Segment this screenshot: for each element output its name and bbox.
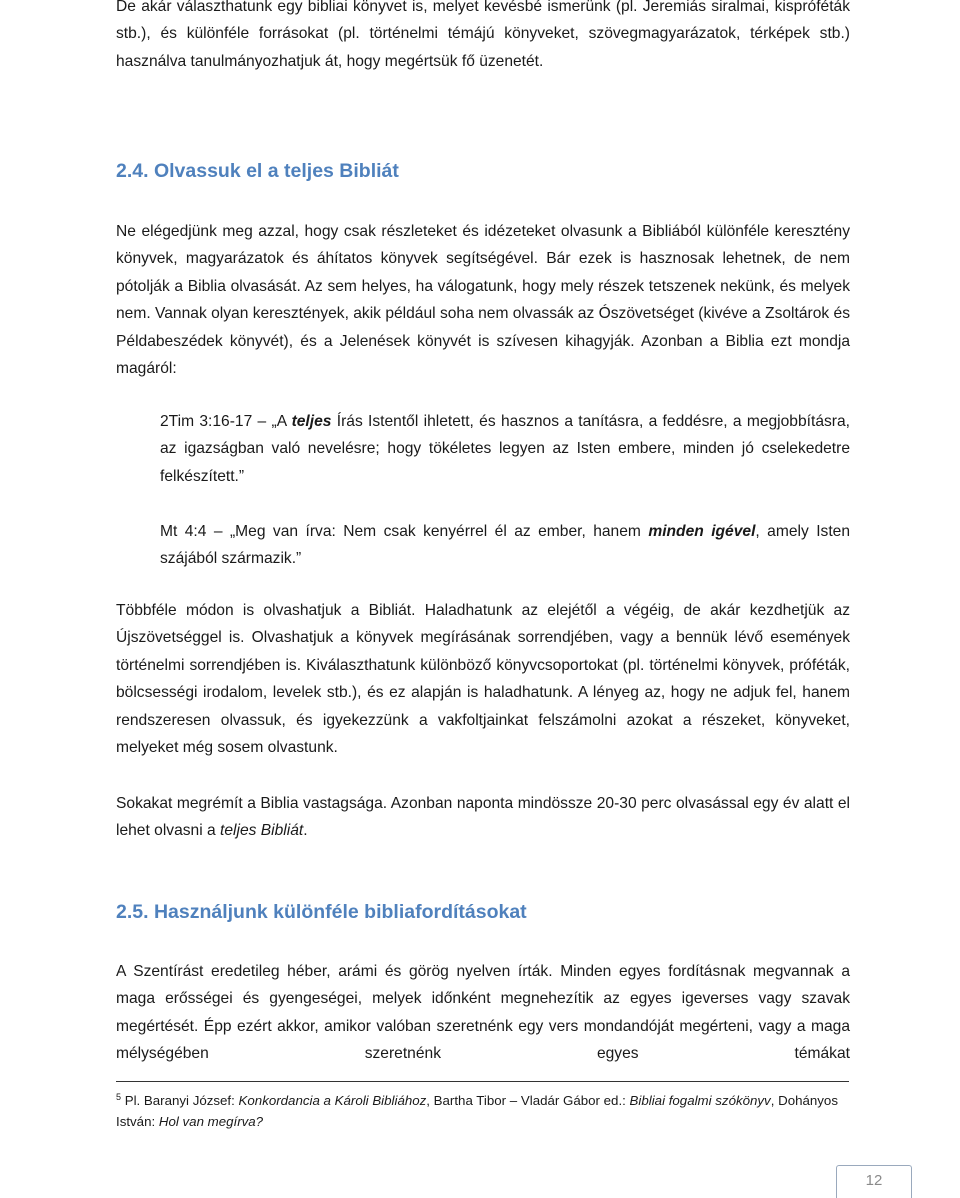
intro-paragraph bbox=[116, 0, 850, 75]
quote-text: „Meg van írva: Nem csak kenyérrel él az ember, hanem bbox=[229, 523, 649, 540]
quote-reference: 2Tim 3:16-17 – bbox=[160, 413, 272, 430]
quote-emphasis: teljes bbox=[291, 413, 332, 430]
page-number-box bbox=[836, 1165, 912, 1198]
footnote-text: , Dohányos István: bbox=[116, 1093, 838, 1129]
footnote-text: , Bartha Tibor – Vladár Gábor ed.: bbox=[426, 1093, 630, 1108]
section-2-5-heading: 2.5. Használjunk különféle bibliafordításokat bbox=[116, 901, 527, 923]
quote-reference: Mt 4:4 – bbox=[160, 523, 230, 540]
section-2-4-paragraph-3 bbox=[116, 790, 850, 845]
quote-emphasis: minden igével bbox=[648, 523, 756, 540]
quote-2tim bbox=[160, 408, 850, 490]
quote-open: „A bbox=[271, 413, 292, 430]
intro-text: De akár választhatunk egy bibliai könyvet is, melyet kevésbé ismerünk (pl. Jeremiás siralmai, kispróféták stb.), és különféle forrásokat (pl. történelmi témájú könyveket, szövegmagyarázatok, térképek stb.) használva tanulmányozhatjuk át, hogy megértsük fő üzenetét. bbox=[116, 0, 850, 70]
footnote-divider bbox=[116, 1081, 849, 1082]
section-2-4-paragraph-1 bbox=[116, 218, 850, 382]
section-2-4-paragraph-2 bbox=[116, 597, 850, 761]
section-2-4-heading: 2.4. Olvassuk el a teljes Bibliát bbox=[116, 160, 399, 182]
section-2-5-paragraph-1 bbox=[116, 958, 850, 1068]
paragraph-text: A Szentírást eredetileg héber, arámi és görög nyelven írták. Minden egyes fordításnak megvannak a maga erősségei és gyengeségei, melyek időnként megnehezítik az egyes igeverses vagy szavak megértését. Épp ezért akkor, amikor valóban szeretnénk egy vers mondandóját megérteni, vagy a maga mélységében szeretnénk egyes témákat bbox=[116, 963, 850, 1063]
paragraph-emphasis: teljes Bibliát bbox=[220, 822, 304, 840]
paragraph-text: Sokakat megrémít a Biblia vastagsága. Azonban naponta mindössze 20-30 perc olvasással egy év alatt el lehet olvasni a bbox=[116, 795, 850, 840]
paragraph-text: Ne elégedjünk meg azzal, hogy csak részleteket és idézeteket olvasunk a Bibliából különféle keresztény könyvek, magyarázatok és áhítatos könyvek segítségével. Bár ezek is hasznosak lehetnek, de nem pótolják a Biblia olvasását. Az sem helyes, ha válogatunk, hogy mely részek tetszenek nekünk, és melyek nem. Vannak olyan keresztények, akik például soha nem olvassák az Ószövetséget (kivéve a Zsoltárok és Példabeszédek könyvét), és a Jelenések könyvét is szívesen kihagyják. Azonban a Biblia ezt mondja magáról: bbox=[116, 223, 850, 378]
paragraph-text-end: . bbox=[303, 822, 308, 840]
quote-text: Írás Istentől ihletett, és hasznos a tanításra, a feddésre, a megjobbításra, az igazságban való nevelésre; hogy tökéletes legyen az Isten embere, minden jó cselekedetre felkészített.” bbox=[160, 413, 850, 485]
footnote-title: Hol van megírva? bbox=[158, 1114, 264, 1129]
footnote-text: Pl. Baranyi József: bbox=[121, 1093, 239, 1108]
footnote-title: Konkordancia a Károli Bibliához bbox=[238, 1093, 427, 1108]
page-number: 12 bbox=[865, 1172, 883, 1189]
footnote bbox=[116, 1087, 850, 1132]
quote-text-end: , amely Isten szájából származik.” bbox=[160, 523, 851, 568]
quote-mt bbox=[160, 518, 850, 573]
footnote-number: 5 bbox=[116, 1092, 122, 1102]
paragraph-text: Többféle módon is olvashatjuk a Bibliát. Haladhatunk az elejétől a végéig, de akár kezdhetjük az Újszövetséggel is. Olvashatjuk a könyvek megírásának sorrendjében, vagy a bennük lévő események történelmi sorrendjében is. Kiválaszthatunk különböző könyvcsoportokat (pl. történelmi könyvek, próféták, bölcsességi irodalom, levelek stb.), és ez alapján is haladhatunk. A lényeg az, hogy ne adjuk fel, hanem rendszeresen olvassuk, és igyekezzünk a vakfoltjainkat felszámolni azokat a részeket, könyveket, melyeket még sosem olvastunk. bbox=[116, 602, 850, 757]
footnote-title: Bibliai fogalmi szókönyv bbox=[629, 1093, 771, 1108]
